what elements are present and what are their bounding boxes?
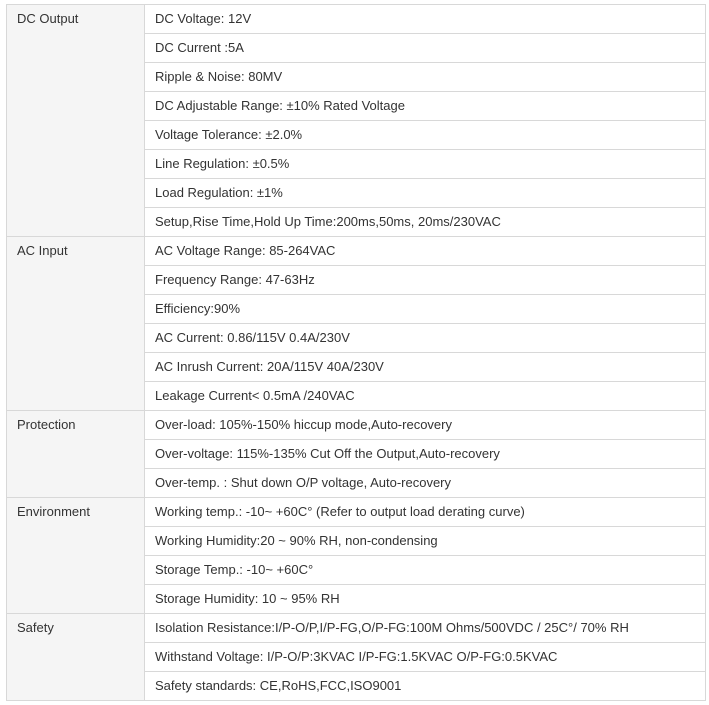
spec-value-cell: Safety standards: CE,RoHS,FCC,ISO9001 xyxy=(145,672,706,701)
spec-value-cell: AC Current: 0.86/115V 0.4A/230V xyxy=(145,324,706,353)
specification-table-body xyxy=(7,5,706,701)
spec-value-cell: Storage Humidity: 10 ~ 95% RH xyxy=(145,585,706,614)
spec-value-cell: Line Regulation: ±0.5% xyxy=(145,150,706,179)
spec-value-cell: Load Regulation: ±1% xyxy=(145,179,706,208)
spec-value-cell: Isolation Resistance:I/P-O/P,I/P-FG,O/P-FG:100M Ohms/500VDC / 25C°/ 70% RH xyxy=(145,614,706,643)
spec-value-cell: Over-load: 105%-150% hiccup mode,Auto-recovery xyxy=(145,411,706,440)
spec-value-cell: Efficiency:90% xyxy=(145,295,706,324)
spec-value-cell: Setup,Rise Time,Hold Up Time:200ms,50ms, 20ms/230VAC xyxy=(145,208,706,237)
spec-value-cell: AC Inrush Current: 20A/115V 40A/230V xyxy=(145,353,706,382)
spec-row xyxy=(7,5,706,34)
spec-row xyxy=(7,614,706,643)
category-cell: AC Input xyxy=(7,237,145,411)
spec-value-cell: Over-voltage: 115%-135% Cut Off the Output,Auto-recovery xyxy=(145,440,706,469)
spec-value-cell: Storage Temp.: -10~ +60C° xyxy=(145,556,706,585)
spec-value-cell: Frequency Range: 47-63Hz xyxy=(145,266,706,295)
spec-value-cell: AC Voltage Range: 85-264VAC xyxy=(145,237,706,266)
spec-value-cell: Working Humidity:20 ~ 90% RH, non-condensing xyxy=(145,527,706,556)
spec-value-cell: DC Adjustable Range: ±10% Rated Voltage xyxy=(145,92,706,121)
spec-value-cell: Voltage Tolerance: ±2.0% xyxy=(145,121,706,150)
spec-row xyxy=(7,237,706,266)
spec-value-cell: Working temp.: -10~ +60C° (Refer to output load derating curve) xyxy=(145,498,706,527)
category-cell: Safety xyxy=(7,614,145,701)
category-cell: DC Output xyxy=(7,5,145,237)
spec-value-cell: Leakage Current< 0.5mA /240VAC xyxy=(145,382,706,411)
spec-row xyxy=(7,498,706,527)
spec-value-cell: Withstand Voltage: I/P-O/P:3KVAC I/P-FG:1.5KVAC O/P-FG:0.5KVAC xyxy=(145,643,706,672)
spec-value-cell: DC Voltage: 12V xyxy=(145,5,706,34)
spec-value-cell: Ripple & Noise: 80MV xyxy=(145,63,706,92)
category-cell: Protection xyxy=(7,411,145,498)
category-cell: Environment xyxy=(7,498,145,614)
spec-value-cell: DC Current :5A xyxy=(145,34,706,63)
spec-value-cell: Over-temp. : Shut down O/P voltage, Auto-recovery xyxy=(145,469,706,498)
spec-row xyxy=(7,411,706,440)
specification-table xyxy=(6,4,706,701)
